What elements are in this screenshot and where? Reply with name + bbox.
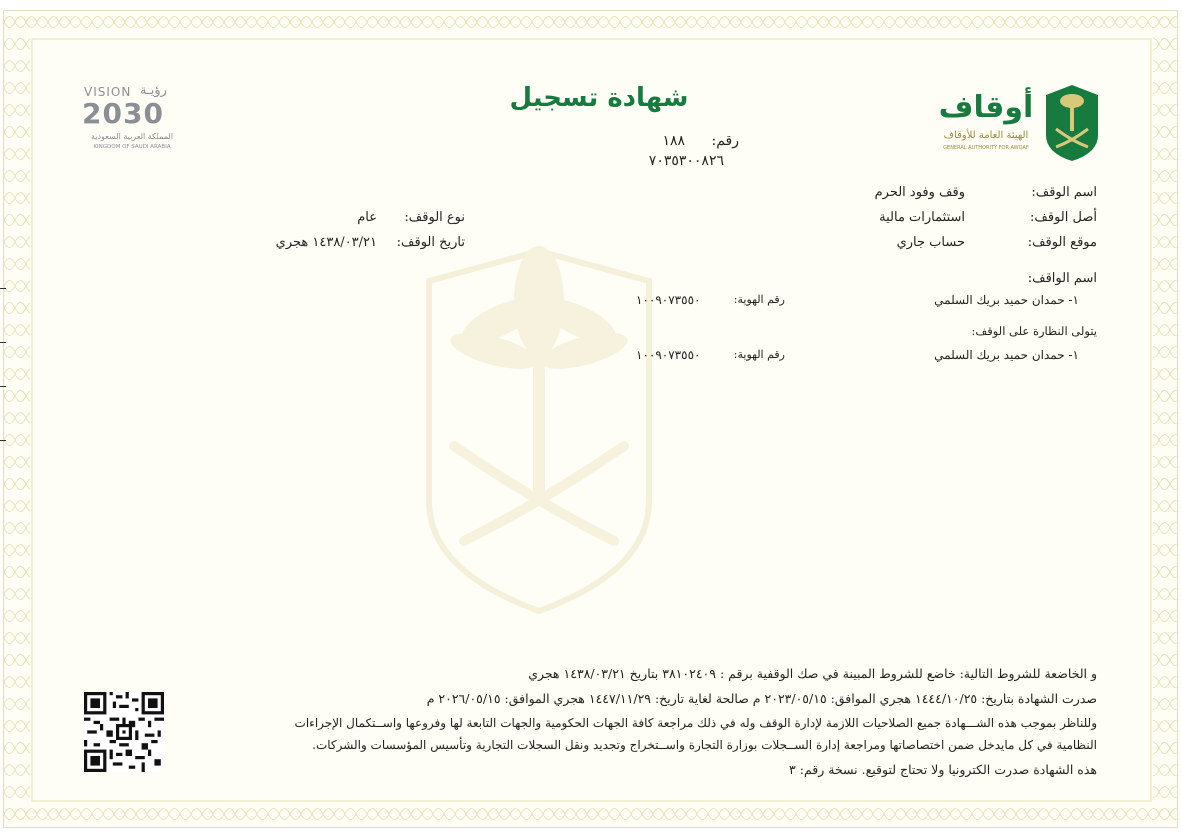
trustee-id-label: رقم الهوية: xyxy=(733,348,785,361)
footer-conditions: و الخاضعة للشروط التالية: خاضع للشروط المبينة في صك الوقفية برقم : ٣٨١٠٢٤٠٩ بتاريخ ١٤٣٨/٠٣/٢١ هجري xyxy=(528,666,1097,681)
awqaf-name: أوقاف xyxy=(938,90,1034,125)
qr-code[interactable] xyxy=(84,692,164,772)
certificate-frame xyxy=(3,10,1178,828)
watermark-emblem xyxy=(414,241,664,621)
footer-issue-dates: صدرت الشهادة بتاريخ: ١٤٤٤/١٠/٢٥ هجري الموافق: ٢٠٢٣/٠٥/١٥ م صالحة لغاية تاريخ: ١٤٤٧/١١/٢٩ هجري الموافق: ٢٠٢٦/٠٥/١٥ م xyxy=(426,691,1097,706)
margin-tick xyxy=(0,440,6,441)
page-title: شهادة تسجيل xyxy=(509,83,689,113)
waqf-location-label: موقع الوقف: xyxy=(1027,235,1097,250)
margin-tick xyxy=(0,342,6,343)
footer-electronic-note: هذه الشهادة صدرت الكترونيا ولا تحتاج لتوقيع. نسخة رقم: ٣ xyxy=(789,762,1097,777)
awqaf-subtitle-ar: الهيئة العامة للأوقاف xyxy=(943,130,1029,141)
certificate-number-row xyxy=(559,133,739,149)
waqf-name-value: وقف وفود الحرم xyxy=(874,185,965,200)
founder-name: ١- حمدان حميد بريك السلمي xyxy=(934,293,1079,307)
trustee-section-label: يتولى النظارة على الوقف: xyxy=(971,324,1097,338)
waqf-date-label: تاريخ الوقف: xyxy=(396,235,465,250)
vision-2030-logo xyxy=(82,83,192,163)
vision-kingdom-ar: المملكة العربية السعودية xyxy=(90,132,174,141)
founder-section-label: اسم الواقف: xyxy=(1027,271,1097,286)
waqf-name-label: اسم الوقف: xyxy=(1031,185,1097,200)
waqf-asset-value: استثمارات مالية xyxy=(879,210,965,225)
footer-powers-1: وللناظر بموجب هذه الشـــهادة جميع الصلاحيات اللازمة لإدارة الوقف وله في ذلك مراجعة كافة الجهات الحكومية والجهات التابعة لها وفروعها واســتكمال الإجراءات xyxy=(294,716,1097,730)
vision-word: VISION xyxy=(84,85,132,99)
certificate-number-value: ١٨٨ xyxy=(662,133,686,149)
waqf-asset-label: أصل الوقف: xyxy=(1030,210,1097,225)
vision-ar: رؤيـة xyxy=(140,83,167,98)
certificate-serial: ٧٠٣٥٣٠٠٨٢٦ xyxy=(648,153,724,169)
founder-id-label: رقم الهوية: xyxy=(733,293,785,306)
founder-id-value: ١٠٠٩٠٧٣٥٥٠ xyxy=(636,293,701,307)
waqf-location-value: حساب جاري xyxy=(896,235,965,250)
emblem-badge-icon xyxy=(1042,83,1102,163)
footer-powers-2: النظامية في كل مايدخل ضمن اختصاصاتها ومراجعة إدارة الســجلات بوزارة التجارة واســتخراج وتجديد ونقل السجلات التجارية وتأسيس المؤسسات والشركات. xyxy=(312,738,1097,752)
waqf-type-label: نوع الوقف: xyxy=(404,210,465,225)
margin-tick xyxy=(0,288,6,289)
trustee-name: ١- حمدان حميد بريك السلمي xyxy=(934,348,1079,362)
waqf-type-value: عام xyxy=(357,210,377,225)
awqaf-logo xyxy=(934,83,1104,173)
trustee-id-value: ١٠٠٩٠٧٣٥٥٠ xyxy=(636,348,701,362)
waqf-date-value: ١٤٣٨/٠٣/٢١ هجري xyxy=(275,235,377,250)
certificate-number-label: رقم: xyxy=(711,133,739,149)
margin-tick xyxy=(0,386,6,387)
vision-year: 2030 xyxy=(82,97,164,130)
vision-kingdom-en: KINGDOM OF SAUDI ARABIA xyxy=(93,144,171,150)
awqaf-subtitle-en: GENERAL AUTHORITY FOR AWQAF xyxy=(943,145,1029,151)
